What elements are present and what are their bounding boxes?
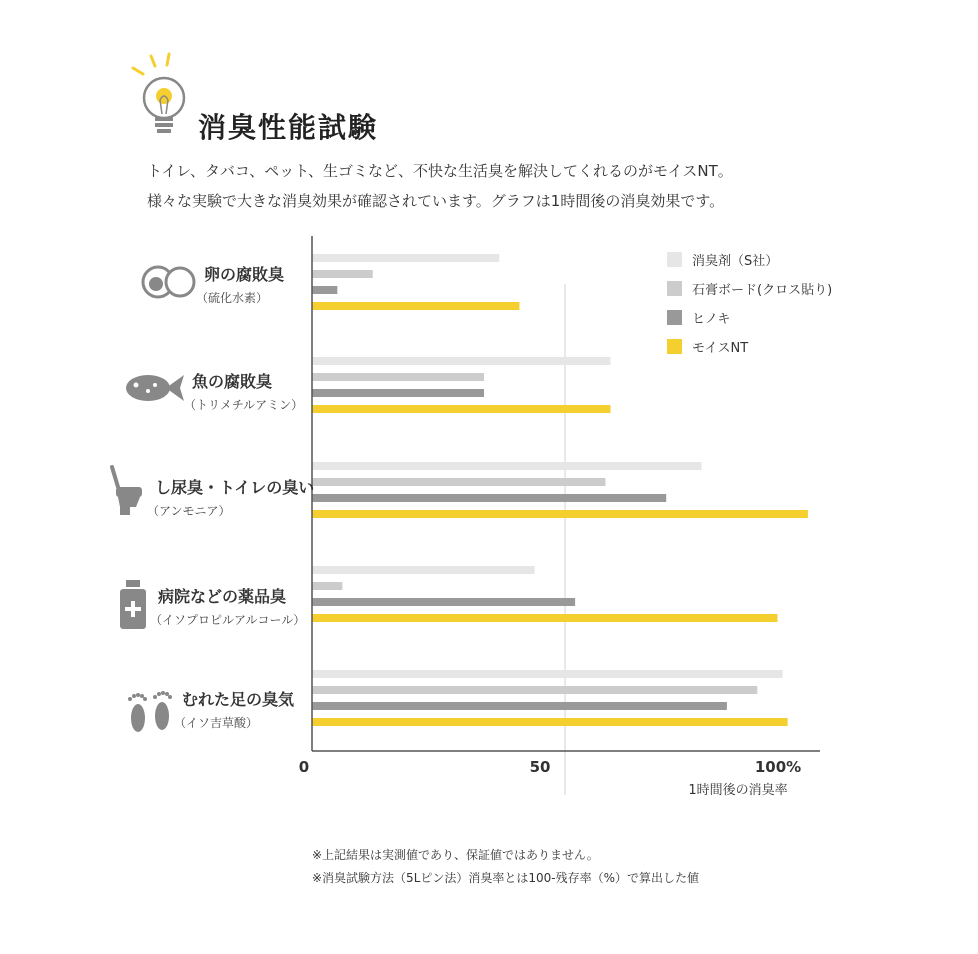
category-label: 卵の腐敗臭 — [204, 265, 285, 284]
bar — [312, 582, 342, 590]
bar — [312, 566, 535, 574]
legend-label: ヒノキ — [692, 312, 731, 327]
bar — [312, 478, 605, 486]
bar — [312, 718, 788, 726]
bar — [312, 286, 337, 294]
bar — [312, 598, 575, 606]
bar — [312, 357, 611, 365]
category-sublabel: （イソ吉草酸） — [174, 716, 259, 730]
legend-swatch — [667, 310, 682, 325]
legend-swatch — [667, 252, 682, 267]
bar — [312, 614, 778, 622]
category-sublabel: （トリメチルアミン） — [184, 398, 304, 412]
x-axis-label: 1時間後の消臭率 — [688, 783, 788, 798]
page-title: 消臭性能試験 — [198, 111, 379, 144]
toilet-icon — [108, 465, 144, 517]
category-sublabel: （イソプロピルアルコール） — [150, 613, 306, 627]
bar — [312, 670, 783, 678]
legend-label: 消臭剤（S社） — [692, 254, 779, 269]
description-line-2: 様々な実験で大きな消臭効果が確認されています。グラフは1時間後の消臭効果です。 — [147, 192, 725, 210]
legend-label: 石膏ボード(クロス貼り) — [692, 283, 833, 298]
note-line-1: ※上記結果は実測値であり、保証値ではありません。 — [312, 848, 599, 862]
legend-swatch — [667, 339, 682, 354]
bar — [312, 494, 666, 502]
bar — [312, 270, 373, 278]
legend-label: モイスNT — [692, 341, 749, 356]
egg-icon — [140, 262, 196, 302]
bar — [312, 389, 484, 397]
bar — [312, 405, 611, 413]
bar — [312, 302, 519, 310]
category-label: むれた足の臭気 — [182, 690, 295, 709]
note-line-2: ※消臭試験方法（5Lピン法）消臭率とは100-残存率（%）で算出した値 — [312, 871, 700, 885]
bar — [312, 702, 727, 710]
x-tick-label: 100% — [754, 758, 802, 776]
x-tick-label: 0 — [298, 758, 310, 776]
medicine-bottle-icon — [118, 580, 148, 630]
category-label: 病院などの薬品臭 — [158, 587, 287, 606]
bar — [312, 686, 757, 694]
bar — [312, 462, 702, 470]
category-label: 魚の腐敗臭 — [192, 372, 273, 391]
x-tick-label: 50 — [529, 758, 551, 776]
footprint-icon — [124, 686, 178, 736]
bar — [312, 373, 484, 381]
bar — [312, 254, 499, 262]
description-line-1: トイレ、タバコ、ペット、生ゴミなど、不快な生活臭を解決してくれるのがモイスNT。 — [147, 162, 733, 180]
fish-icon — [124, 370, 186, 406]
category-sublabel: （硫化水素） — [196, 291, 269, 305]
category-sublabel: （アンモニア） — [147, 504, 231, 518]
category-label: し尿臭・トイレの臭い — [155, 478, 315, 497]
legend-swatch — [667, 281, 682, 296]
bar — [312, 510, 808, 518]
